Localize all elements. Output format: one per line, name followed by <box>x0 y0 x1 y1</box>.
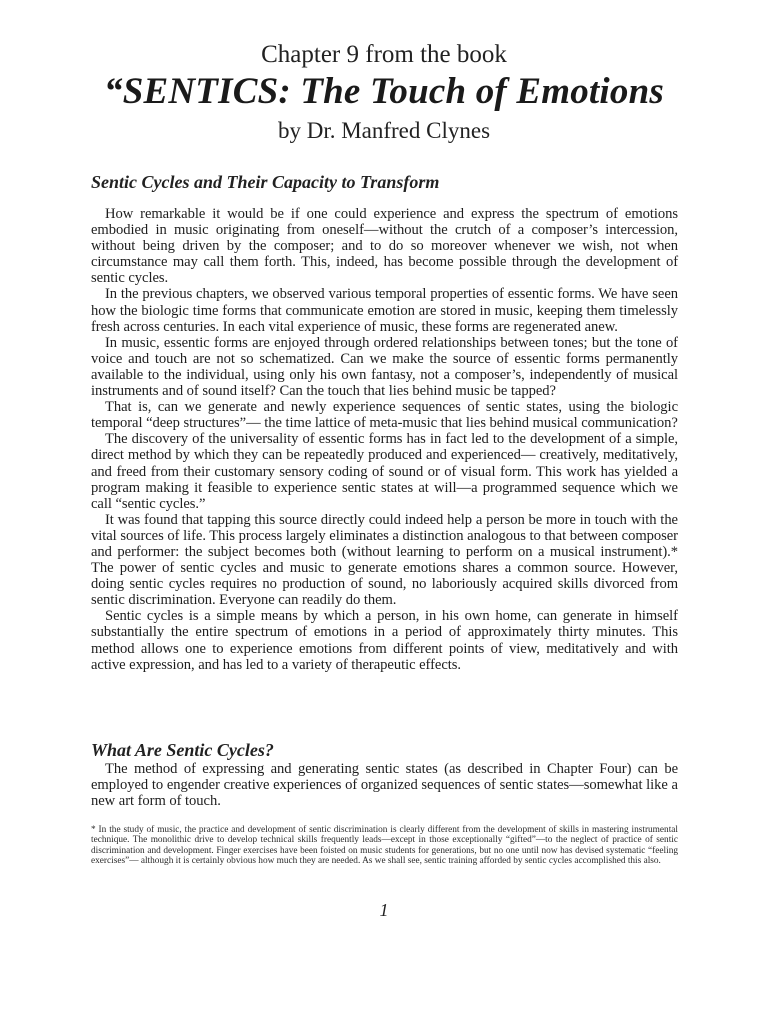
section-body-sentic-cycles-transform <box>91 206 678 673</box>
paragraph: It was found that tapping this source directly could indeed help a person be more in touch with the vital sources of life. This process largely eliminates a distinction analogous to that between composer and performer: the subject becomes both (without learning to perform on a musical instrument).* The power of sentic cycles and music to generate emotions shares a common source. However, doing sentic cycles requires no production of sound, no laboriously acquired skills divorced from sentic discrimination. Everyone can readily do them. <box>91 511 678 609</box>
book-title: “SENTICS: The Touch of Emotions <box>104 71 664 112</box>
footnote: * In the study of music, the practice and development of sentic discrimination is clearly different from the development of skills in mastering instrumental technique. The monolithic drive to develop technical skills frequently leads—except in those exceptionally “gifted”—to the neglect of practice of sentic discrimination and development. Finger exercises have been foisted on music students for generations, but no one until now has devised systematic “feeling exercises”— although it is certainly obvious how much they are needed. As we shall see, sentic training afforded by sentic cycles accomplished this also. <box>91 825 678 867</box>
paragraph: Sentic cycles is a simple means by which a person, in his own home, can generate in himself substantially the entire spectrum of emotions in a period of approximately thirty minutes. This method allows one to experience emotions from different points of view, meditatively and with active expression, and has led to a variety of therapeutic effects. <box>91 608 678 673</box>
author-line: by Dr. Manfred Clynes <box>277 118 491 143</box>
paragraph: In the previous chapters, we observed various temporal properties of essentic forms. We have seen how the biologic time forms that communicate emotion are stored in music, keeping them timelessly fresh across centuries. In each vital experience of music, these forms are regenerated anew. <box>91 286 678 335</box>
paragraph: The method of expressing and generating sentic states (as described in Chapter Four) can be employed to engender creative experiences of organized sequences of sentic states—somewhat like a new art form of touch. <box>91 761 678 810</box>
paragraph: How remarkable it would be if one could experience and express the spectrum of emotions embodied in music originating from oneself—without the crutch of a composer’s intercession, without being driven by the composer; and to do so moreover whenever we wish, not when circumstance may call them forth. This, indeed, has become possible through the development of sentic cycles. <box>91 206 678 287</box>
paragraph: That is, can we generate and newly experience sequences of sentic states, using the biologic temporal “deep structures”— the time lattice of meta-music that lies behind musical communication? <box>91 399 678 432</box>
section-heading-sentic-cycles-transform: Sentic Cycles and Their Capacity to Transform <box>91 172 440 192</box>
page-number: 1 <box>379 900 389 920</box>
section-heading-what-are-sentic-cycles: What Are Sentic Cycles? <box>91 740 274 760</box>
section-body-what-are-sentic-cycles <box>91 761 678 809</box>
paragraph: The discovery of the universality of essentic forms has in fact led to the development of a simple, direct method by which they can be repeatedly produced and experienced— creatively, meditatively, and freed from their customary sensory coding of sound or of visual form. This work has yielded a program making it feasible to experience sentic states at will—a programmed sequence which we call “sentic cycles.” <box>91 431 678 512</box>
paragraph: In music, essentic forms are enjoyed through ordered relationships between tones; but the tone of voice and touch are not so schematized. Can we make the source of essentic forms permanently available to the individual, using only his own fantasy, not a composer’s, independently of musical instruments and of sound itself? Can the touch that lies behind music be tapped? <box>91 334 678 400</box>
chapter-line: Chapter 9 from the book <box>261 41 507 68</box>
